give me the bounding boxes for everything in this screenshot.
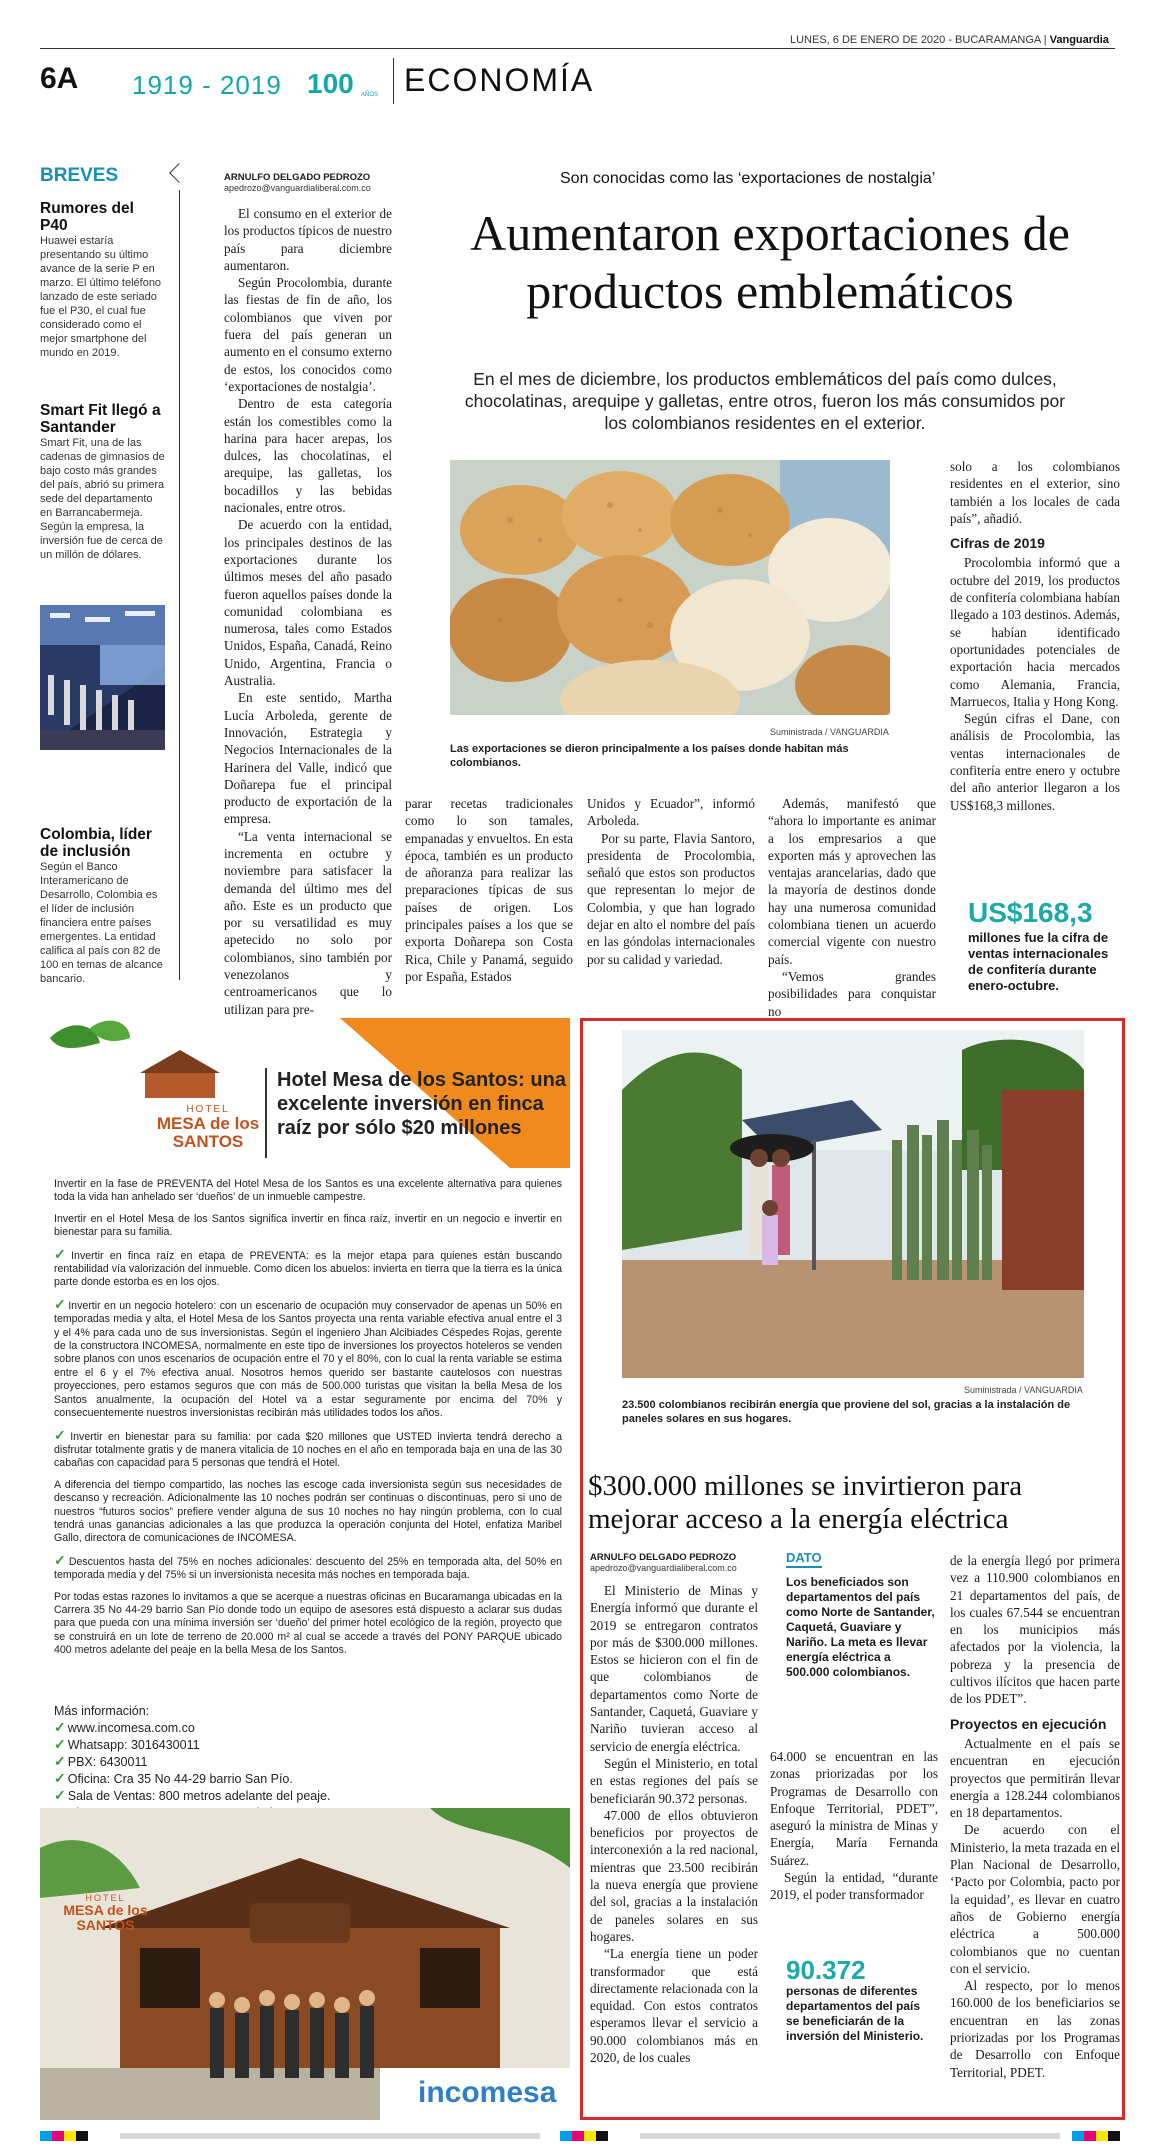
briefs-title: BREVES bbox=[40, 165, 119, 186]
phone-icon: ✓ bbox=[54, 1753, 66, 1769]
brief-item bbox=[40, 826, 165, 986]
photo-caption: 23.500 colombianos recibirán energía que proviene del sol, gracias a la instalación de paneles solares en sus hogares. bbox=[622, 1399, 1071, 1425]
subheading: Proyectos en ejecución bbox=[950, 1715, 1107, 1732]
checkmark-icon: ✓ bbox=[54, 1245, 70, 1262]
paragraph: En este sentido, Martha Lucía Arboleda, gerente de Innovación, Estrategia y Negocios Internacionales de la Harinera del Valle, indicó que Doñarepa fue el principal producto de exportación de la empresa. bbox=[224, 690, 392, 827]
ad-paragraph: A diferencia del tiempo compartido, las noches las escoge cada inversionista según sus necesidades de descanso y recreación. Adicionalmente las 10 noches podrán ser continuas o discontinuas, pero si uno de nuestros “futuros socios” prefiere vender alguna de sus 10 noches no hay ningún problema, con lo cual tendrá unas ganancias adicionales a las que produzca la operación conjunta del Hotel, enfatiza Maribel Gallo, directora de comunicaciones de INCOMESA. bbox=[54, 1478, 562, 1545]
paragraph: El consumo en el exterior de los productos típicos de nuestro país para diciembre aumentaron. bbox=[224, 206, 392, 273]
ad-check-item: ✓ Invertir en finca raíz en etapa de PREVENTA: es la mejor etapa para quienes están buscando rentabilidad vía valorización del inmueble. Como dicen los abuelos: invierta en tierra que la tierra es la única parte donde estorba es en los ojos. bbox=[54, 1245, 562, 1289]
contact-item: ✓ Oficina: Cra 35 No 44-29 barrio San Pío. bbox=[54, 1770, 293, 1786]
subheading: Cifras de 2019 bbox=[950, 535, 1045, 552]
article-column bbox=[950, 458, 1120, 814]
paragraph: El Ministerio de Minas y Energía informó que durante el 2019 se entregaron contratos por más de $300.000 millones. Estos se hicieron con el fin de que colombianos de departamentos como Norte de Santander, Caquetá, Guaviare y Nariño tuvieran acceso al servicio de energía eléctrica. bbox=[590, 1583, 758, 1754]
ad-check-item: ✓ Invertir en bienestar para su familia: por cada $20 millones que USTED invierta tendrá derecho a disfrutar totalmente gratis y de manera vitalicia de 10 noches en el año en temporada baja en una de las 30 cabañas con capacidad para 5 personas que tendrá el Hotel. bbox=[54, 1426, 562, 1470]
ad-check-item: ✓ Invertir en un negocio hotelero: con un escenario de ocupación muy conservador de apenas un 50% en temporadas media y alta, el Hotel Mesa de los Santos proyecta una renta variable efectiva anual entre el 3 y el 4% para cada uno de sus inversionistas. Según el ingeniero Jhan Alcibiades Céspedes Rojas, gerente de la constructora INCOMESA, normalmente en este tipo de inversiones los proyectos hoteleros se venden sobre planos con unos escenarios de ocupación entre el 70 y el 80%, con lo cual la renta variable se estima entre el 6 y el 7% efectiva anual. Nosotros hemos querido ser bastante cautelosos con nuestras proyecciones, pero estamos seguros que con más de 500.000 turistas que visitan la bella Mesa de los Santos anualmente, la ocupación del Hotel va a estar seguramente por encima del 70% y consecuentemente nuestros inversionistas recibirán más utilidades todos los años. bbox=[54, 1295, 563, 1420]
ad-paragraph: Invertir en la fase de PREVENTA del Hotel Mesa de los Santos es una excelente alternativa para quienes toda la vida han anhelado ser ‘dueños’ de un inmueble campestre. bbox=[54, 1178, 562, 1204]
checkmark-icon: ✓ bbox=[54, 1426, 69, 1443]
dateline: LUNES, 6 DE ENERO DE 2020 - BUCARAMANGA | Vanguardia bbox=[790, 34, 1109, 46]
paragraph: Por su parte, Flavia Santoro, presidenta de Procolombia, señaló que estos son productos que representan lo mejor de Colombia, y que han logrado dejar en alto el nombre del país en las góndolas internacionales por su calidad y variedad. bbox=[587, 830, 755, 967]
cheese-bread-photo bbox=[450, 460, 890, 715]
paragraph: De acuerdo con el Ministerio, la meta trazada en el Plan Nacional de Desarrollo, ‘Pacto por Colombia, pacto por la equidad’, es llevar en cuatro años de Gobierno energía eléctrica a 500.000 colombianos que no cuentan con el servicio. bbox=[950, 1822, 1120, 1976]
photo-credit: Suministrada / VANGUARDIA bbox=[770, 727, 889, 737]
brief-text: Según el Banco Interamericano de Desarrollo, Colombia es el líder de inclusión financiera entre países emergentes. La entidad califica al país con 82 de 100 en temas de alcance bancario. bbox=[40, 861, 163, 985]
header-rule bbox=[40, 48, 1115, 49]
location-icon: ✓ bbox=[54, 1770, 66, 1786]
contact-item: ✓ Sala de Ventas: 800 metros adelante del peaje. bbox=[54, 1787, 331, 1803]
web-icon: ✓ bbox=[54, 1719, 66, 1735]
newspaper-brand: Vanguardia bbox=[1049, 34, 1109, 46]
article-column bbox=[950, 1552, 1120, 2081]
solar-panel-photo bbox=[622, 1030, 1084, 1378]
article-column bbox=[587, 795, 755, 968]
paragraph: 47.000 de ellos obtuvieron beneficios por proyectos de interconexión a la red nacional, mientras que 23.500 recibirán la nueva energía que proviene del sol, gracias a la instalación de paneles solares en sus hogares. bbox=[590, 1807, 758, 1944]
byline-email: apedrozo@vanguardialiberal.com.co bbox=[590, 1563, 737, 1573]
hotel-logo: HOTEL MESA de los SANTOS bbox=[156, 1104, 260, 1151]
anniversary-logo bbox=[305, 66, 383, 100]
section-name: ECONOMÍA bbox=[404, 62, 595, 98]
paragraph: solo a los colombianos residentes en el exterior, sino también a los locales de cada país”, añadió. bbox=[950, 459, 1120, 526]
photo-caption: Las exportaciones se dieron principalmente a los países donde habitan más colombianos. bbox=[450, 743, 849, 769]
article-lead: En el mes de diciembre, los productos emblemáticos del país como dulces, chocolatinas, arequipe y galletas, entre otros, fueron los más consumidos por los colombianos residentes en el exterior. bbox=[464, 369, 1066, 433]
ad-check-item: ✓ Descuentos hasta del 75% en noches adicionales: descuento del 25% en temporada alta, del 50% en temporada media y del 75% si un inversionista necesita más noches en temporada baja. bbox=[54, 1551, 562, 1582]
briefs-arrow-icon bbox=[169, 163, 189, 183]
contact-item: ✓ PBX: 6430011 bbox=[54, 1753, 148, 1769]
article-column bbox=[770, 1748, 938, 1904]
print-color-bar bbox=[40, 2128, 1120, 2138]
svg-text:AÑOS: AÑOS bbox=[361, 92, 379, 98]
stat-value: 90.372 bbox=[786, 1955, 866, 1985]
section-divider bbox=[393, 58, 394, 104]
stat-text: millones fue la cifra de ventas internacionales de confitería durante enero-octubre. bbox=[968, 930, 1109, 993]
fact-label: DATO bbox=[786, 1550, 822, 1568]
brief-text: Huawei estaría presentando su último avance de la serie P en marzo. El último teléfono lanzado de este seriado fue el P30, el cual fue considerado como el mejor smartphone del mundo en 2019. bbox=[40, 235, 162, 359]
ad-title: Hotel Mesa de los Santos: una excelente inversión en finca raíz por sólo $20 millones bbox=[277, 1069, 566, 1139]
contact-item: ✓ www.incomesa.com.co bbox=[54, 1719, 195, 1735]
paragraph: parar recetas tradicionales como lo son tamales, empanadas y envueltos. En esta época, también es un producto de añoranza para realizar las preparaciones típicas de sus países de origen. Los principales países a los que se exporta Doñarepa son Costa Rica, Chile y Panamá, seguido por España, Estados bbox=[405, 796, 573, 984]
paragraph: Según la entidad, “durante 2019, el poder transformador bbox=[770, 1870, 938, 1903]
article-headline: $300.000 millones se invirtieron para mejorar acceso a la energía eléctrica bbox=[588, 1470, 1023, 1535]
article-column bbox=[405, 795, 573, 985]
paragraph: Según cifras el Dane, con análisis de Procolombia, las ventas internacionales de confitería entre enero y octubre del año anterior llegaron a los US$168,3 millones. bbox=[950, 711, 1120, 813]
brief-text: Smart Fit, una de las cadenas de gimnasios de bajo costo más grandes del país, abrió su primera sede del departamento en Barrancabermeja. Según la empresa, la inversión fue de cerca de un millón de dólares. bbox=[40, 437, 165, 561]
brief-item bbox=[40, 402, 165, 562]
hotel-advertisement bbox=[40, 1018, 570, 2120]
article-column bbox=[768, 795, 936, 1020]
contact-item: ✓ Whatsapp: 3016430011 bbox=[54, 1736, 200, 1752]
brief-headline: Smart Fit llegó a Santander bbox=[40, 402, 161, 436]
photo-credit: Suministrada / VANGUARDIA bbox=[964, 1385, 1083, 1395]
page-number: 6A bbox=[40, 62, 79, 95]
fact-text: Los beneficiados son departamentos del país como Norte de Santander, Caquetá, Guaviare y Nariño. La meta es llevar energía eléctrica a 500.000 colombianos. bbox=[786, 1575, 935, 1679]
paragraph: Dentro de esta categoría están los comestibles como la harina para hacer arepas, los dulces, las chocolatinas, el arequipe, las galletas, los bocadillos y las bebidas nacionales, entre otros. bbox=[224, 396, 392, 516]
paragraph: Según el Ministerio, en total en estas regiones del país se beneficiarán 90.372 personas. bbox=[590, 1755, 758, 1806]
paragraph: “La energía tiene un poder transformador que está directamente relacionada con la equidad. Con estos contratos esperamos llevar el servicio a 90.000 colombianos más en 2020, de los cuales bbox=[590, 1946, 758, 2066]
paragraph: Unidos y Ecuador”, informó Arboleda. bbox=[587, 796, 755, 829]
ad-paragraph: Invertir en el Hotel Mesa de los Santos significa invertir en finca raíz, invertir en un negocio e invertir en bienestar para su familia. bbox=[54, 1212, 562, 1239]
paragraph: “La venta internacional se incrementa en octubre y noviembre para satisfacer la demanda del último mes del año. Este es un producto que por su versatilidad es muy apetecido no solo por colombianos, sino también por venezolanos y centroamericanos que lo utilizan para pre- bbox=[224, 828, 392, 1017]
checkmark-icon: ✓ bbox=[54, 1295, 67, 1312]
brief-item bbox=[40, 200, 165, 360]
paragraph: Actualmente en el país se encuentran en ejecución proyectos que permitirán llevar energía a 128.244 colombianos en 18 departamentos. bbox=[950, 1735, 1120, 1821]
brief-headline: Rumores del P40 bbox=[40, 200, 134, 234]
article-headline: Aumentaron exportaciones de productos emblemáticos bbox=[470, 205, 1070, 319]
hotel-logo-small: HOTEL MESA de los SANTOS bbox=[63, 1893, 148, 1933]
paragraph: de la energía llegó por primera vez a 110.900 colombianos en 21 departamentos del país, de los cuales 67.544 se encuentran en los municipios más afectados por la violencia, la pobreza y la presencia de cultivos ilícitos que hacen parte de los PDET”. bbox=[950, 1553, 1120, 1707]
paragraph: Además, manifestó que “ahora lo importante es animar a los empresarios a que exporten más y aprovechen las ventajas arancelarias, dado que la mayoría de destinos donde hay una numerosa comunidad colombiana tienen un acuerdo comercial vigente con nuestro país. bbox=[768, 796, 936, 967]
stat-value: US$168,3 bbox=[968, 897, 1093, 928]
anniversary-years: 1919 - 2019 bbox=[132, 70, 282, 100]
paragraph: Según Procolombia, durante las fiestas de fin de año, los colombianos que viven por fuera del país generan un aumento en el consumo externo de estos, los conocidos como ‘exportaciones de nostalgia’. bbox=[224, 275, 392, 394]
paragraph: 64.000 se encuentran en las zonas priorizadas por los Programas de Desarrollo con Enfoque Territorial, PDET”, aseguró la ministra de Minas y Energía, María Fernanda Suárez. bbox=[770, 1749, 938, 1868]
article-column bbox=[224, 205, 392, 1018]
stat-text: personas de diferentes departamentos del país se beneficiarán de la inversión del Ministerio. bbox=[786, 1984, 924, 2043]
paragraph: De acuerdo con la entidad, los principales destinos de las exportaciones durante los últimos meses del año pasado fueron aquellos países donde la comunidad colombiana es numerosa, tales como Estados Unidos, España, Canadá, Reino Unido, Argentina, Francia o Australia. bbox=[224, 517, 392, 689]
brief-headline: Colombia, líder de inclusión bbox=[40, 826, 152, 860]
article-column bbox=[590, 1582, 758, 2066]
ad-body bbox=[54, 1178, 562, 1666]
article-kicker: Son conocidas como las ‘exportaciones de nostalgia’ bbox=[560, 170, 936, 187]
checkmark-icon: ✓ bbox=[54, 1551, 67, 1568]
location-icon: ✓ bbox=[54, 1787, 66, 1803]
byline-author: ARNULFO DELGADO PEDROZO bbox=[590, 1552, 737, 1563]
paragraph: Al respecto, por lo menos 160.000 de los beneficiarios se encuentran en las zonas priorizadas por los Programas de Desarrollo con Enfoque Territorial, PDET. bbox=[950, 1978, 1120, 2080]
incomesa-logo: incomesa bbox=[418, 2076, 557, 2109]
byline-email: apedrozo@vanguardialiberal.com.co bbox=[224, 183, 371, 193]
ad-paragraph: Por todas estas razones lo invitamos a que se acerque a nuestras oficinas en Bucaramanga ubicadas en la Carrera 35 No 44-29 barrio San Pío donde todo un equipo de asesores está dispuesto a aclarar sus dudas para que pueda con una mínima inversión ser ‘dueño’ del primer hotel ecológico de la región, proyecto que se construirá en un lote de terreno de 20.000 m² al cual se accede a través del PONY PARQUE ubicado 400 metros adelante del peaje en la bella Mesa de los Santos. bbox=[54, 1590, 562, 1657]
byline-author: ARNULFO DELGADO PEDROZO bbox=[224, 172, 371, 183]
ad-contact bbox=[54, 1703, 454, 1821]
whatsapp-icon: ✓ bbox=[54, 1736, 66, 1752]
gym-photo bbox=[40, 605, 165, 750]
contact-title: Más información: bbox=[54, 1704, 150, 1718]
paragraph: “Vemos grandes posibilidades para conquistar no bbox=[768, 968, 936, 1019]
svg-text:100: 100 bbox=[307, 68, 354, 99]
paragraph: Procolombia informó que a octubre del 2019, los productos de confitería colombiana habían llegado a 103 destinos. Además, se habían identificado oportunidades potenciales de exportación hacia mercados como Alemania, Francia, Marruecos, Italia y Hong Kong. bbox=[950, 555, 1120, 709]
ad-title-box bbox=[265, 1068, 570, 1158]
